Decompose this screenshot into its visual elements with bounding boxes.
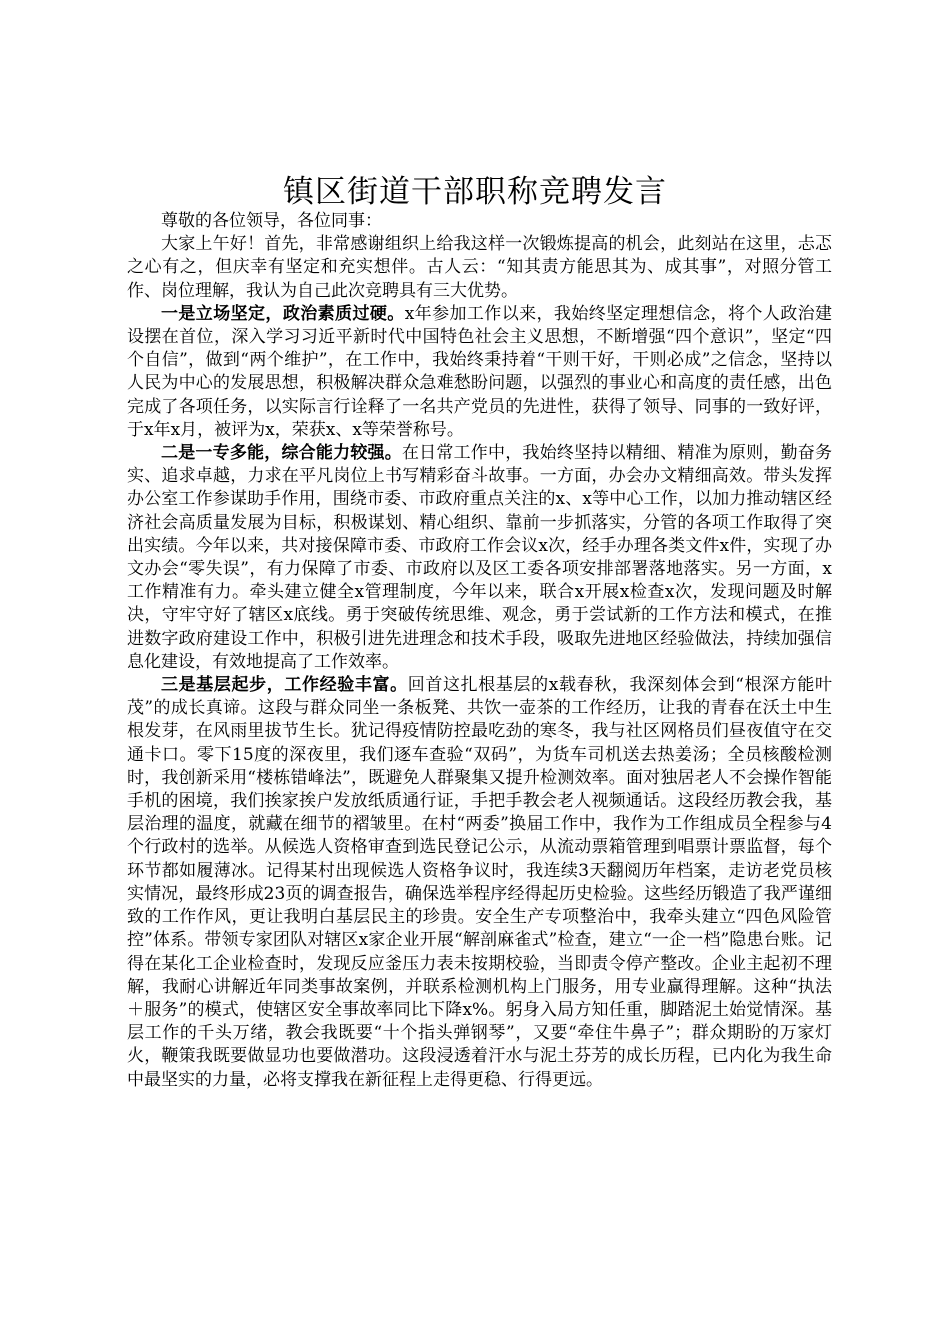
section-paragraph-3 <box>127 674 832 1092</box>
intro-paragraph: 大家上午好！首先，非常感谢组织上给我这样一次锻炼提高的机会，此刻站在这里，忐忑之心有之，但庆幸有坚定和充实想伴。古人云：“知其责方能思其为、成其事”，对照分管工作、岗位理解，我认为自己此次竞聘具有三大优势。 <box>127 234 832 301</box>
section-text-3: 回首这扎根基层的x载春秋，我深刻体会到“根深方能叶茂”的成长真谛。这段与群众同坐一条板凳、共饮一壶茶的工作经历，让我的青春在沃土中生根发芽，在风雨里拔节生长。犹记得疫情防控最吃劲的寒冬，我与社区网格员们昼夜值守在交通卡口。零下15度的深夜里，我们逐车查验“双码”，为货车司机送去热姜汤；全员核酸检测时，我创新采用“楼栋错峰法”，既避免人群聚集又提升检测效率。面对独居老人不会操作智能手机的困境，我们挨家挨户发放纸质通行证，手把手教会老人视频通话。这段经历教会我，基层治理的温度，就藏在细节的褶皱里。在村“两委”换届工作中，我作为工作组成员全程参与4个行政村的选举。从候选人资格审查到选民登记公示，从流动票箱管理到唱票计票监督，每个环节都如履薄冰。记得某村出现候选人资格争议时，我连续3天翻阅历年档案，走访老党员核实情况，最终形成23页的调查报告，确保选举程序经得起历史检验。这些经历锻造了我严谨细致的工作作风，更让我明白基层民主的珍贵。安全生产专项整治中，我牵头建立“四色风险管控”体系。带领专家团队对辖区x家企业开展“解剖麻雀式”检查，建立“一企一档”隐患台账。记得在某化工企业检查时，发现反应釜压力表未按期校验，当即责令停产整改。企业主起初不理解，我耐心讲解近年同类事故案例，并联系检测机构上门服务，用专业赢得理解。这种“执法＋服务”的模式，使辖区安全事故率同比下降x%。躬身入局方知任重，脚踏泥土始觉情深。基层工作的千头万绪，教会我既要“十个指头弹钢琴”，又要“牵住牛鼻子”；群众期盼的万家灯火，鞭策我既要做显功也要做潜功。这段浸透着汗水与泥土芬芳的成长历程，已内化为我生命中最坚实的力量，必将支撑我在新征程上走得更稳、行得更远。 <box>127 675 833 1090</box>
section-lead-2: 二是一专多能，综合能力较强。 <box>161 443 402 464</box>
section-paragraph-1 <box>127 303 832 442</box>
section-text-2: 在日常工作中，我始终坚持以精细、精准为原则，勤奋务实、追求卓越，力求在平凡岗位上书写精彩奋斗故事。一方面，办会办文精细高效。带头发挥办公室工作参谋助手作用，围绕市委、市政府重点关注的x、x等中心工作，以加力推动辖区经济社会高质量发展为目标，积极谋划、精心组织、靠前一步抓落实，分管的各项工作取得了突出实绩。今年以来，共对接保障市委、市政府工作会议x次，经手办理各类文件x件，实现了办文办会“零失误”，有力保障了市委、市政府以及区工委各项安排部署落地落实。另一方面，x工作精准有力。牵头建立健全x管理制度，今年以来，联合x开展x检查x次，发现问题及时解决，守牢守好了辖区x底线。勇于突破传统思维、观念，勇于尝试新的工作方法和模式，在推进数字政府建设工作中，积极引进先进理念和技术手段，吸取先进地区经验做法，持续加强信息化建设，有效地提高了工作效率。 <box>127 443 833 672</box>
document-title: 镇区街道干部职称竞聘发言 <box>283 174 667 210</box>
section-lead-3: 三是基层起步，工作经验丰富。 <box>161 675 408 696</box>
document-body <box>127 210 832 1092</box>
greeting-paragraph: 尊敬的各位领导，各位同事： <box>161 211 382 231</box>
section-paragraph-2 <box>127 442 832 674</box>
section-text-1: x年参加工作以来，我始终坚定理想信念，将个人政治建设摆在首位，深入学习习近平新时代中国特色社会主义思想，不断增强“四个意识”，坚定“四个自信”，做到“两个维护”，在工作中，我始终秉持着“干则干好，干则必成”之信念，坚持以人民为中心的发展思想，积极解决群众急难愁盼问题，以强烈的事业心和高度的责任感，出色完成了各项任务，以实际言行诠释了一名共产党员的先进性，获得了领导、同事的一致好评，于x年x月，被评为x，荣获x、x等荣誉称号。 <box>127 303 833 440</box>
section-lead-1: 一是立场坚定，政治素质过硬。 <box>161 303 405 324</box>
